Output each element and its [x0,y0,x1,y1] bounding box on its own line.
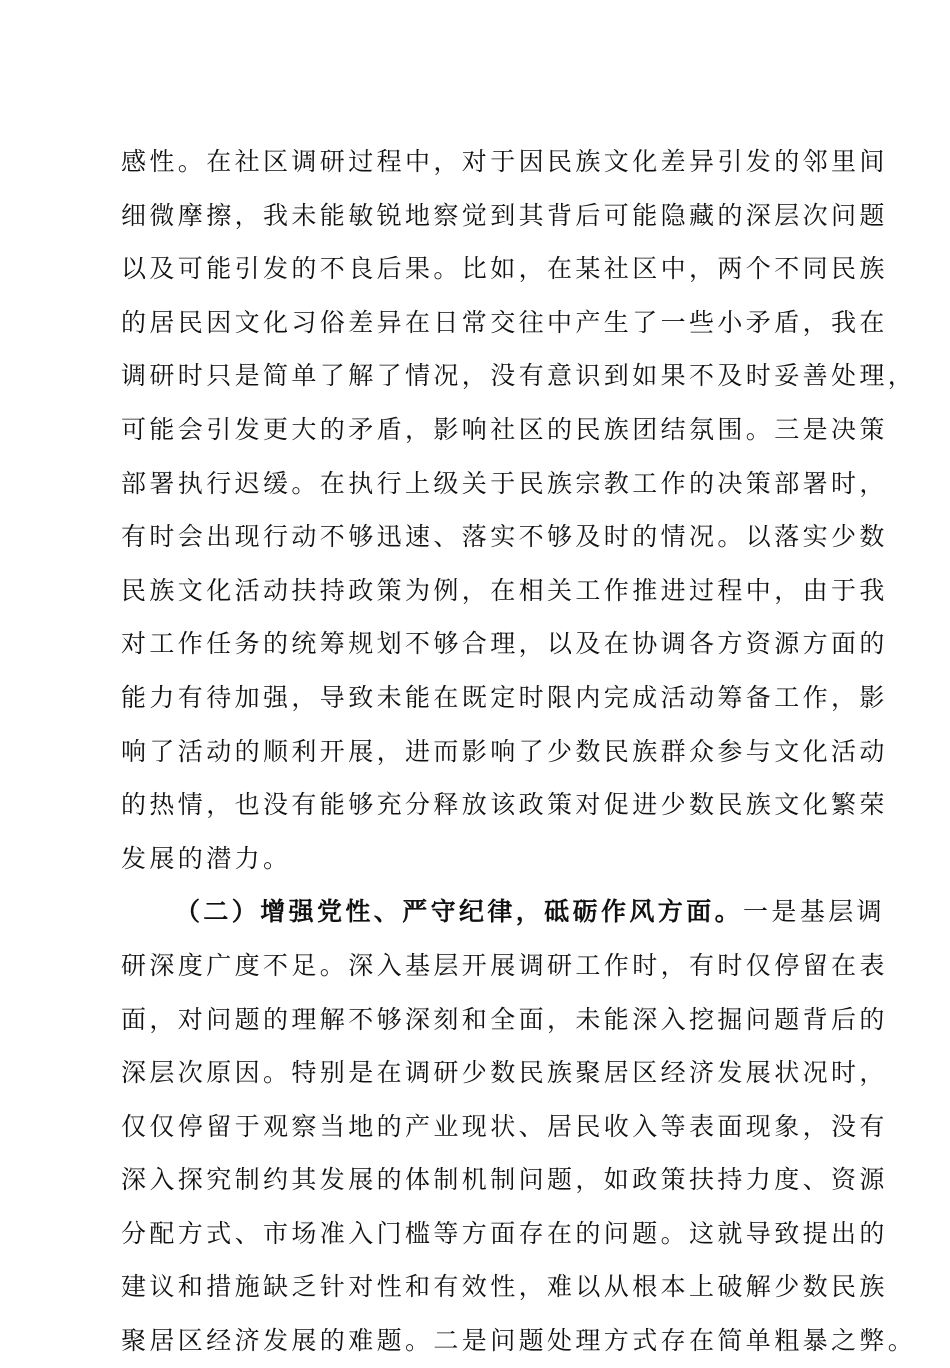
text-line: 深入探究制约其发展的体制机制问题，如政策扶持力度、资源 [121,1165,888,1195]
text-line: 的居民因文化习俗差异在日常交往中产生了一些小矛盾，我在 [121,307,888,337]
text-line: 以及可能引发的不良后果。比如，在某社区中，两个不同民族 [121,254,888,284]
text-line: 民族文化活动扶持政策为例，在相关工作推进过程中，由于我 [121,575,888,605]
text-line: 响了活动的顺利开展，进而影响了少数民族群众参与文化活动 [121,736,888,766]
text-line: 建议和措施缺乏针对性和有效性，难以从根本上破解少数民族 [121,1272,888,1302]
text-line: 的热情，也没有能够充分释放该政策对促进少数民族文化繁荣 [121,790,888,820]
text-line: 感性。在社区调研过程中，对于因民族文化差异引发的邻里间 [121,147,888,176]
section-heading: （二）增强党性、严守纪律，砥砺作风方面。 [175,897,744,927]
text-line: 面，对问题的理解不够深刻和全面，未能深入挖掘问题背后的 [121,1004,888,1034]
text-line: 发展的潜力。 [121,843,292,873]
section-first-line [121,885,886,939]
text-line: 调研时只是简单了解了情况，没有意识到如果不及时妥善处理， [121,361,917,391]
text-line: 有时会出现行动不够迅速、落实不够及时的情况。以落实少数 [121,522,888,552]
text-line: 分配方式、市场准入门槛等方面存在的问题。这就导致提出的 [121,1218,888,1248]
text-line: 部署执行迟缓。在执行上级关于民族宗教工作的决策部署时， [121,468,888,498]
text-line: 研深度广度不足。深入基层开展调研工作时，有时仅停留在表 [121,950,888,980]
text-line: 可能会引发更大的矛盾，影响社区的民族团结氛围。三是决策 [121,414,888,444]
body-text [121,135,917,1368]
text-line: 深层次原因。特别是在调研少数民族聚居区经济发展状况时， [121,1058,888,1088]
text-line: 细微摩擦，我未能敏锐地察觉到其背后可能隐藏的深层次问题 [121,200,888,230]
text-line: 能力有待加强，导致未能在既定时限内完成活动筹备工作，影 [121,682,888,712]
text-line: 仅仅停留于观察当地的产业现状、居民收入等表面现象，没有 [121,1111,888,1141]
text-line: 对工作任务的统筹规划不够合理，以及在协调各方资源方面的 [121,629,888,659]
text-line: 聚居区经济发展的难题。二是问题处理方式存在简单粗暴之弊。 [121,1326,917,1356]
section-first-line-text: 一是基层调 [743,897,886,927]
